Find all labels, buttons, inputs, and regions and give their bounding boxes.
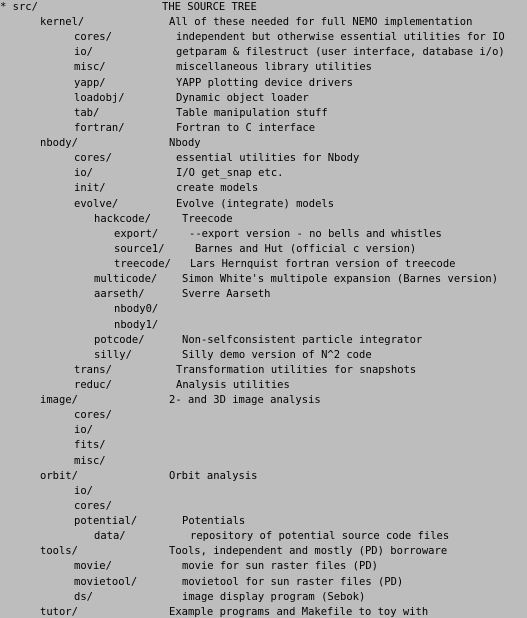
directory-name: io/ [74, 46, 93, 59]
directory-name: reduc/ [74, 379, 112, 391]
directory-name: potcode/ [94, 333, 145, 346]
directory-description: independent but otherwise essential utilities for IO [176, 31, 505, 44]
directory-name: treecode/ [114, 258, 171, 271]
directory-description: Example programs and Makefile to toy with [169, 605, 429, 618]
directory-description: Treecode [182, 212, 233, 225]
directory-name: multicode/ [94, 273, 158, 286]
directory-name: io/ [74, 484, 93, 497]
directory-description: Barnes and Hut (official c version) [195, 242, 417, 255]
directory-name: tutor/ [40, 605, 78, 618]
directory-description: getparam & filestruct (user interface, database i/o) [176, 46, 505, 59]
directory-name: fortran/ [74, 121, 125, 134]
directory-name: cores/ [74, 152, 112, 165]
directory-name: nbody0/ [114, 303, 159, 316]
directory-description: Potentials [182, 515, 246, 528]
directory-name: io/ [74, 424, 93, 437]
directory-name: movie/ [74, 560, 112, 573]
directory-name: loadobj/ [74, 91, 125, 104]
directory-name: init/ [74, 182, 106, 195]
directory-description: Transformation utilities for snapshots [176, 363, 417, 376]
directory-description: create models [176, 182, 259, 195]
directory-description: movietool for sun raster files (PD) [182, 575, 404, 588]
directory-description: 2- and 3D image analysis [169, 394, 321, 407]
directory-name: trans/ [74, 363, 112, 376]
directory-name: cores/ [74, 31, 112, 44]
directory-description: Tools, independent and mostly (PD) borroware [169, 545, 448, 558]
directory-description: Silly demo version of N^2 code [182, 348, 372, 361]
directory-name: ds/ [74, 590, 93, 603]
directory-description: Nbody [169, 137, 201, 150]
directory-name: tools/ [40, 545, 78, 558]
directory-name: * src/ [0, 1, 38, 13]
directory-description: Lars Hernquist fortran version of treecode [190, 258, 456, 271]
directory-name: yapp/ [74, 76, 106, 89]
directory-name: misc/ [74, 454, 106, 467]
directory-name: tab/ [74, 106, 100, 119]
directory-name: kernel/ [40, 16, 85, 29]
directory-description: Non-selfconsistent particle integrator [182, 333, 423, 346]
directory-name: aarseth/ [94, 288, 145, 301]
directory-description: Analysis utilities [176, 379, 290, 391]
directory-description: repository of potential source code files [190, 530, 450, 543]
directory-name: data/ [94, 530, 126, 543]
directory-description: All of these needed for full NEMO implementation [169, 16, 473, 29]
directory-name: hackcode/ [94, 212, 151, 225]
directory-name: silly/ [94, 348, 132, 361]
directory-description: --export version - no bells and whistles [189, 227, 442, 240]
directory-description: Sverre Aarseth [182, 288, 271, 301]
directory-description: image display program (Sebok) [182, 590, 366, 603]
directory-name: fits/ [74, 439, 106, 452]
directory-description: Fortran to C interface [176, 121, 316, 134]
directory-description: essential utilities for Nbody [176, 152, 360, 165]
directory-description: I/O get_snap etc. [176, 167, 284, 180]
directory-name: export/ [114, 227, 159, 240]
directory-name: nbody1/ [114, 318, 159, 331]
directory-name: misc/ [74, 61, 106, 74]
directory-description: miscellaneous library utilities [176, 61, 372, 74]
directory-description: YAPP plotting device drivers [176, 76, 354, 89]
directory-name: orbit/ [40, 469, 78, 482]
directory-name: evolve/ [74, 197, 119, 210]
directory-description: THE SOURCE TREE [162, 1, 257, 13]
directory-description: Evolve (integrate) models [176, 197, 335, 210]
directory-name: image/ [40, 394, 78, 407]
directory-name: movietool/ [74, 575, 138, 588]
directory-description: movie for sun raster files (PD) [182, 560, 378, 573]
directory-name: cores/ [74, 409, 112, 422]
directory-name: nbody/ [40, 137, 78, 150]
directory-name: source1/ [114, 242, 165, 255]
directory-name: cores/ [74, 499, 112, 512]
directory-description: Simon White's multipole expansion (Barnes version) [182, 273, 499, 286]
directory-name: potential/ [74, 515, 138, 528]
directory-description: Dynamic object loader [176, 91, 309, 104]
directory-description: Table manipulation stuff [176, 106, 328, 119]
directory-name: io/ [74, 167, 93, 180]
directory-description: Orbit analysis [169, 469, 258, 482]
